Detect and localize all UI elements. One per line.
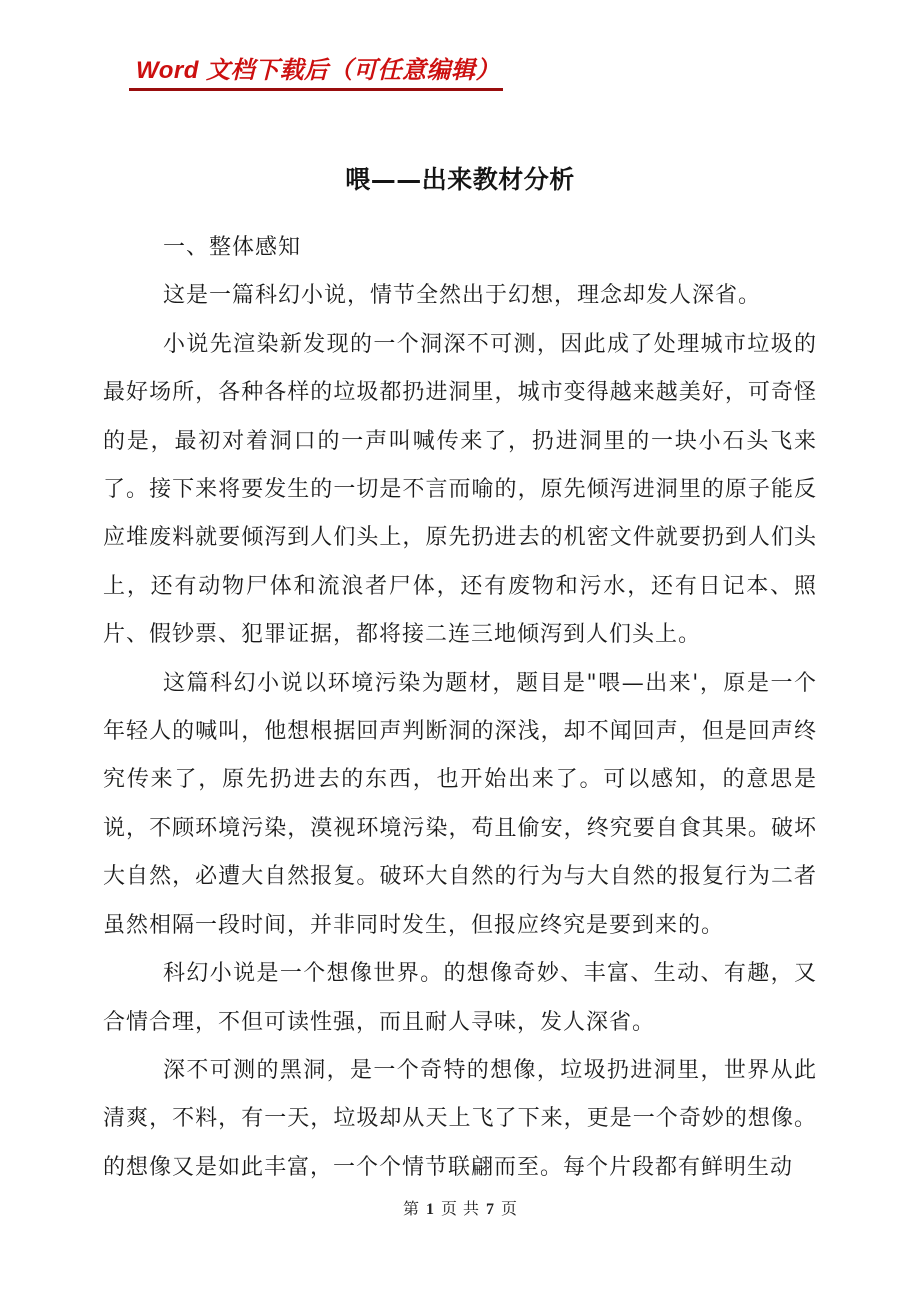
footer-label-ye: 页 <box>440 1199 457 1218</box>
paragraph: 深不可测的黑洞，是一个奇特的想像，垃圾扔进洞里，世界从此清爽，不料，有一天，垃圾却从天上飞了下来，更是一个奇妙的想像。的想像又是如此丰富，一个个情节联翩而至。每个片段都有鲜明生动 <box>103 1057 817 1180</box>
paragraph: 小说先渲染新发现的一个洞深不可测，因此成了处理城市垃圾的最好场所，各种各样的垃圾都扔进洞里，城市变得越来越美好，可奇怪的是，最初对着洞口的一声叫喊传来了，扔进洞里的一块小石头飞来了。接下来将要发生的一切是不言而喻的，原先倾泻进洞里的原子能反应堆废料就要倾泻到人们头上，原先扔进去的机密文件就要扔到人们头上，还有动物尸体和流浪者尸体，还有废物和污水，还有日记本、照片、假钞票、犯罪证据，都将接二连三地倾泻到人们头上。 <box>103 331 817 648</box>
footer-label-ye2: 页 <box>501 1199 518 1218</box>
total-pages: 7 <box>486 1201 495 1218</box>
paragraph: 这是一篇科幻小说，情节全然出于幻想，理念却发人深省。 <box>163 283 762 309</box>
footer-label-di: 第 <box>402 1199 419 1218</box>
download-notice-banner: Word 文档下载后（可任意编辑） <box>129 50 503 91</box>
paragraph-section-heading: 一、整体感知 <box>163 235 302 260</box>
page-footer <box>0 1196 920 1219</box>
paragraph: 科幻小说是一个想像世界。的想像奇妙、丰富、生动、有趣，又合情合理，不但可读性强，而且耐人寻味，发人深省。 <box>103 961 817 1035</box>
document-body <box>103 224 817 1192</box>
page-number: 1 <box>425 1201 434 1218</box>
document-title: 喂——出来教材分析 <box>345 164 575 194</box>
footer-label-gong: 共 <box>463 1199 480 1218</box>
paragraph: 这篇科幻小说以环境污染为题材，题目是"喂—出来'，原是一个年轻人的喊叫，他想根据回声判断洞的深浅，却不闻回声，但是回声终究传来了，原先扔进去的东西，也开始出来了。可以感知，的意思是说，不顾环境污染，漠视环境污染，苟且偷安，终究要自食其果。破坏大自然，必遭大自然报复。破环大自然的行为与大自然的报复行为二者虽然相隔一段时间，并非同时发生，但报应终究是要到来的。 <box>103 670 817 938</box>
